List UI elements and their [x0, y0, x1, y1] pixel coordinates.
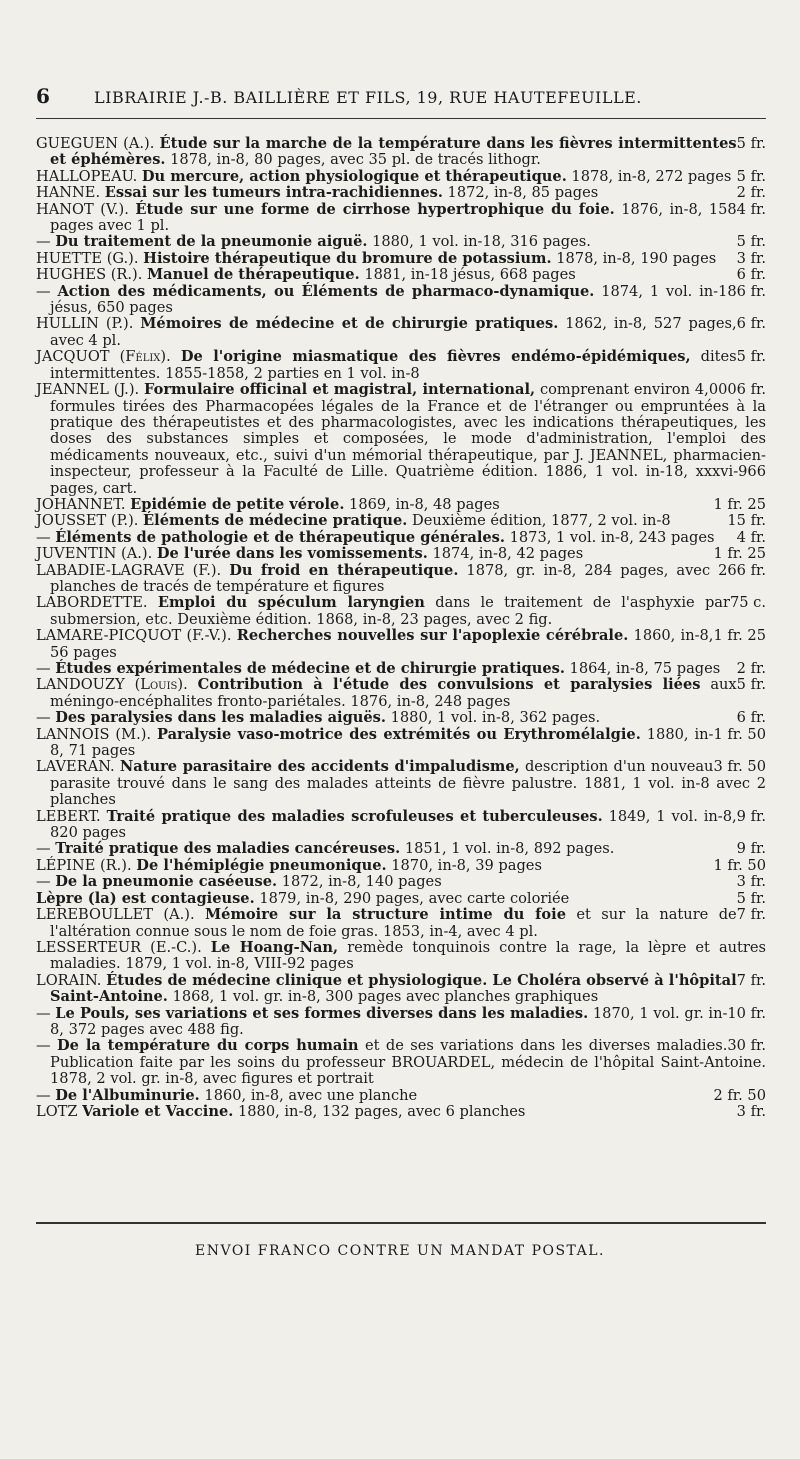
catalogue-entry [36, 595, 766, 628]
entry-price: 5 fr. [736, 167, 766, 185]
entry-price: 2 fr. [736, 184, 766, 202]
catalogue-entry [36, 316, 766, 349]
page-number: 6 [36, 84, 51, 108]
footer-rule [36, 1222, 766, 1224]
entry-details: 1862, in-8, 527 pages, avec 4 pl. [50, 315, 737, 349]
entry-author: — [36, 840, 51, 858]
entry-price: 4 fr. [736, 528, 766, 546]
entry-details: 1878, gr. in-8, 284 pages, avec 26 planches de tracés de température et figures [50, 561, 737, 595]
entry-title: Du mercure, action physiologique et thérapeutique. [141, 167, 567, 185]
catalogue-entry [36, 1088, 766, 1104]
entry-title: Études de médecine clinique et physiologique. Le Choléra observé à l'hôpital Saint-Antoine. [50, 971, 737, 1006]
entry-title: Formulaire officinal et magistral, international, [144, 381, 536, 399]
entry-details: 1880, in-8, 132 pages, avec 6 planches [237, 1102, 526, 1120]
entry-details: 1849, 1 vol. in-8, 820 pages [50, 807, 737, 842]
entry-price: 7 fr. [736, 971, 766, 989]
entry-author: HALLOPEAU. [36, 167, 138, 185]
entry-title: De la température du corps humain [57, 1037, 359, 1055]
entry-author: HUETTE (G.). [36, 249, 139, 267]
catalogue-entry [36, 809, 766, 842]
entry-price: 9 fr. [736, 840, 766, 858]
entry-price: 3 fr. [736, 873, 766, 891]
entry-details: description d'un nouveau parasite trouvé dans le sang des malades atteints de fièvre palustre. 1881, 1 vol. in-8 avec 2 planches [50, 758, 766, 809]
entry-title: Paralysie vaso-motrice des extrémités ou Erythromélalgie. [156, 725, 641, 743]
entry-price: 5 fr. [736, 676, 766, 694]
entry-price: 5 fr. [736, 889, 766, 907]
running-title: LIBRAIRIE J.-B. BAILLIÈRE ET FILS, 19, RUE HAUTEFEUILLE. [94, 88, 642, 107]
entry-author: HANNE. [36, 184, 101, 202]
catalogue-entry [36, 169, 766, 185]
catalogue-entry [36, 759, 766, 808]
entry-author: LANDOUZY (Louis). [36, 676, 188, 694]
catalogue-entry [36, 907, 766, 940]
entry-author: JOHANNET. [36, 495, 126, 513]
entry-details: 1878, in-8, 80 pages, avec 35 pl. de tracés lithogr. [170, 151, 541, 169]
entry-title: Variole et Vaccine. [82, 1102, 234, 1120]
entry-author: LABADIE-LAGRAVE (F.). [36, 561, 222, 579]
entry-title: De l'Albuminurie. [55, 1086, 200, 1104]
entry-title: Traité pratique des maladies cancéreuses. [55, 840, 401, 858]
entry-price: 6 fr. [736, 315, 766, 333]
entry-details: 1874, 1 vol. in-18 jésus, 650 pages [50, 282, 737, 317]
entry-author: LEREBOULLET (A.). [36, 906, 195, 924]
entry-details: 1872, in-8, 140 pages [281, 873, 442, 891]
catalogue-entry [36, 234, 766, 250]
catalogue-entry [36, 661, 766, 677]
entry-author: LESSERTEUR (E.-C.). [36, 938, 202, 956]
catalogue-entry [36, 563, 766, 596]
entry-title: Histoire thérapeutique du bromure de potassium. [143, 249, 552, 267]
entry-title: Manuel de thérapeutique. [147, 266, 360, 284]
entry-title: Études expérimentales de médecine et de chirurgie pratiques. [55, 660, 565, 677]
catalogue-entry [36, 841, 766, 857]
catalogue-entry [36, 1006, 766, 1039]
entry-price: 1 fr. 25 [713, 627, 766, 645]
entry-title: De l'origine miasmatique des fièvres endémo-épidémiques, [180, 348, 691, 366]
entry-price: 30 fr. [727, 1037, 766, 1055]
entry-author: — [36, 282, 51, 300]
catalogue-entry [36, 513, 766, 529]
entry-details: dans le traitement de l'asphyxie par submersion, etc. Deuxième édition. 1868, in-8, 23 pages, avec 2 fig. [50, 594, 730, 628]
catalogue-entry [36, 858, 766, 874]
entry-author: HUGHES (R.). [36, 266, 143, 284]
entry-details: 1876, in-8, 158 pages avec 1 pl. [50, 200, 737, 235]
entry-author: LANNOIS (M.). [36, 725, 152, 743]
entry-details: 1878, in-8, 190 pages [556, 249, 717, 267]
entry-price: 3 fr. [736, 249, 766, 267]
entry-author: LÉPINE (R.). [36, 856, 132, 874]
catalogue-entry [36, 530, 766, 546]
entry-price: 1 fr. 25 [713, 495, 766, 513]
entry-price: 4 fr. [736, 200, 766, 218]
catalogue-entry [36, 284, 766, 317]
entry-author: — [36, 1037, 51, 1055]
catalogue-entry [36, 136, 766, 169]
entry-details: comprenant environ 4,000 formules tirées des Pharmacopées légales de la France et de l'étranger ou empruntées à la pratique des thérapeutistes et des pharmacologistes, avec les indications thérapeutiques, les doses des substances simples et composées, le mode d'administration, l'emploi des médicaments nouveaux, etc., suivi d'un mémorial thérapeutique, par J. JEANNEL, pharmacien-inspecteur, professeur à la Faculté de Lille. Quatrième édition. 1886, 1 vol. in-18, xxxvi-966 pages, cart. [50, 381, 766, 497]
entry-author: JEANNEL (J.). [36, 381, 140, 399]
catalogue-entry [36, 727, 766, 760]
entry-author: JOUSSET (P.). [36, 512, 139, 530]
entry-price: 5 fr. [736, 348, 766, 366]
entry-price: 3 fr. [736, 1102, 766, 1120]
entry-price: 7 fr. [736, 906, 766, 924]
entry-title: Epidémie de petite vérole. [130, 495, 345, 513]
entry-author: JUVENTIN (A.). [36, 545, 153, 563]
page-header [36, 84, 766, 108]
entry-price: 75 c. [729, 594, 766, 612]
entry-details: 1869, in-8, 48 pages [349, 495, 500, 513]
entry-author: — [36, 1004, 51, 1022]
entry-details: 1880, 1 vol. in-8, 362 pages. [390, 709, 601, 727]
catalogue-entry [36, 349, 766, 382]
entry-title: Éléments de médecine pratique. [143, 512, 408, 530]
entry-author: LABORDETTE. [36, 594, 148, 612]
entry-title: Recherches nouvelles sur l'apoplexie cérébrale. [236, 627, 629, 645]
entry-author: LAMARE-PICQUOT (F.-V.). [36, 627, 232, 645]
entry-title: Nature parasitaire des accidents d'impaludisme, [119, 758, 520, 776]
entry-title: Du froid en thérapeutique. [229, 561, 459, 579]
entry-title: Éléments de pathologie et de thérapeutique générales. [55, 528, 505, 546]
entry-details: 1868, 1 vol. gr. in-8, 300 pages avec planches graphiques [172, 988, 599, 1006]
entry-details: 1880, 1 vol. in-18, 316 pages. [372, 233, 591, 251]
entry-title: Étude sur la marche de la température dans les fièvres intermittentes et éphémères. [50, 135, 737, 169]
entry-author: — [36, 1086, 51, 1104]
entry-title: Essai sur les tumeurs intra-rachidiennes. [104, 184, 443, 202]
entry-details: 1860, in-8, avec une planche [204, 1086, 418, 1104]
entry-details: et de ses variations dans les diverses maladies. Publication faite par les soins du professeur BROUARDEL, médecin de l'hôpital Saint-Antoine. 1878, 2 vol. gr. in-8, avec figures et portrait [50, 1037, 766, 1088]
catalogue-entry [36, 940, 766, 973]
entry-author: — [36, 233, 51, 251]
entry-details: 1879, in-8, 290 pages, avec carte coloriée [259, 889, 570, 907]
entry-details: 1874, in-8, 42 pages [432, 545, 584, 563]
catalogue-entries [36, 136, 766, 1120]
entry-author: JACQUOT (Félix). [36, 348, 171, 366]
entry-details: 1880, in-8, 71 pages [50, 725, 714, 760]
catalogue-entry [36, 497, 766, 513]
entry-author: HANOT (V.). [36, 200, 129, 218]
catalogue-entry [36, 677, 766, 710]
entry-price: 10 fr. [727, 1004, 766, 1022]
entry-title: Emploi du spéculum laryngien [157, 594, 425, 612]
entry-title: Le Pouls, ses variations et ses formes diverses dans les maladies. [55, 1004, 589, 1022]
entry-price: 6 fr. [736, 381, 766, 399]
entry-author: LORAIN. [36, 971, 102, 989]
entry-title: Mémoires de médecine et de chirurgie pratiques. [140, 315, 559, 333]
catalogue-entry [36, 1038, 766, 1087]
catalogue-entry [36, 251, 766, 267]
entry-details: 1870, 1 vol. gr. in-8, 372 pages avec 488 fig. [50, 1004, 728, 1038]
catalogue-entry [36, 546, 766, 562]
entry-details: 1878, in-8, 272 pages [571, 167, 732, 185]
entry-title: Étude sur une forme de cirrhose hypertrophique du foie. [135, 200, 615, 218]
entry-price: 2 fr. [736, 660, 766, 677]
entry-price: 1 fr. 50 [713, 856, 766, 874]
header-rule [36, 118, 766, 119]
catalogue-entry [36, 267, 766, 283]
footer-note: ENVOI FRANCO CONTRE UN MANDAT POSTAL. [194, 1243, 605, 1259]
entry-details: et sur la nature de l'altération connue sous le nom de foie gras. 1853, in-4, avec 4 pl. [50, 906, 737, 940]
entry-details: 1870, in-8, 39 pages [391, 856, 542, 874]
entry-price: 6 fr. [736, 561, 766, 579]
entry-details: 1864, in-8, 75 pages [569, 660, 721, 677]
entry-details: 1860, in-8, 56 pages [50, 627, 714, 661]
entry-title: Des paralysies dans les maladies aiguës. [55, 709, 386, 727]
entry-details: aux méningo-encéphalites fronto-pariétales. 1876, in-8, 248 pages [50, 676, 737, 710]
entry-details: dites intermittentes. 1855-1858, 2 parties en 1 vol. in-8 [50, 348, 737, 382]
entry-author: — [36, 528, 51, 546]
entry-price: 6 fr. [736, 709, 766, 727]
catalogue-entry [36, 973, 766, 1006]
entry-title: Lèpre (la) est contagieuse. [36, 889, 255, 907]
entry-price: 1 fr. 50 [713, 725, 766, 743]
entry-title: Action des médicaments, ou Éléments de pharmaco-dynamique. [57, 282, 595, 300]
entry-author: LOTZ [36, 1102, 78, 1120]
entry-price: 1 fr. 25 [713, 545, 766, 563]
entry-author: — [36, 660, 51, 677]
entry-title: Traité pratique des maladies scrofuleuses et tuberculeuses. [106, 807, 603, 825]
catalogue-entry [36, 891, 766, 907]
entry-author: GUEGUEN (A.). [36, 135, 155, 152]
entry-price: 6 fr. [736, 282, 766, 300]
entry-details: 1881, in-18 jésus, 668 pages [364, 266, 576, 284]
entry-author: — [36, 709, 51, 727]
catalogue-entry [36, 185, 766, 201]
entry-price: 15 fr. [727, 512, 766, 530]
entry-price: 3 fr. 50 [713, 758, 766, 776]
entry-details: Deuxième édition, 1877, 2 vol. in-8 [412, 512, 671, 530]
entry-price: 9 fr. [736, 807, 766, 825]
entry-price: 2 fr. 50 [713, 1086, 766, 1104]
entry-title: Le Hoang-Nan, [210, 938, 339, 956]
entry-title: De la pneumonie caséeuse. [55, 873, 278, 891]
entry-details: 1851, 1 vol. in-8, 892 pages. [404, 840, 615, 858]
catalogue-entry [36, 628, 766, 661]
entry-title: Contribution à l'étude des convulsions et paralysies liées [197, 676, 701, 694]
entry-details: remède tonquinois contre la rage, la lèpre et autres maladies. 1879, 1 vol. in-8, VIII-92 pages [50, 938, 767, 973]
entry-author: HULLIN (P.). [36, 315, 134, 333]
entry-title: De l'hémiplégie pneumonique. [136, 856, 387, 874]
entry-author: — [36, 873, 51, 891]
catalogue-entry [36, 874, 766, 890]
catalogue-entry [36, 382, 766, 497]
entry-author: LEBERT. [36, 807, 101, 825]
entry-details: 1873, 1 vol. in-8, 243 pages [509, 528, 715, 546]
entry-price: 6 fr. [736, 266, 766, 284]
entry-title: Du traitement de la pneumonie aiguë. [55, 233, 368, 251]
entry-title: Mémoire sur la structure intime du foie [205, 906, 566, 924]
entry-details: 1872, in-8, 85 pages [447, 184, 599, 202]
entry-title: De l'urée dans les vomissements. [156, 545, 428, 563]
entry-price: 5 fr. [736, 233, 766, 251]
catalogue-entry [36, 202, 766, 235]
entry-author: LAVERAN. [36, 758, 115, 776]
catalogue-entry [36, 1104, 766, 1120]
catalogue-entry [36, 710, 766, 726]
entry-price: 5 fr. [736, 135, 766, 152]
